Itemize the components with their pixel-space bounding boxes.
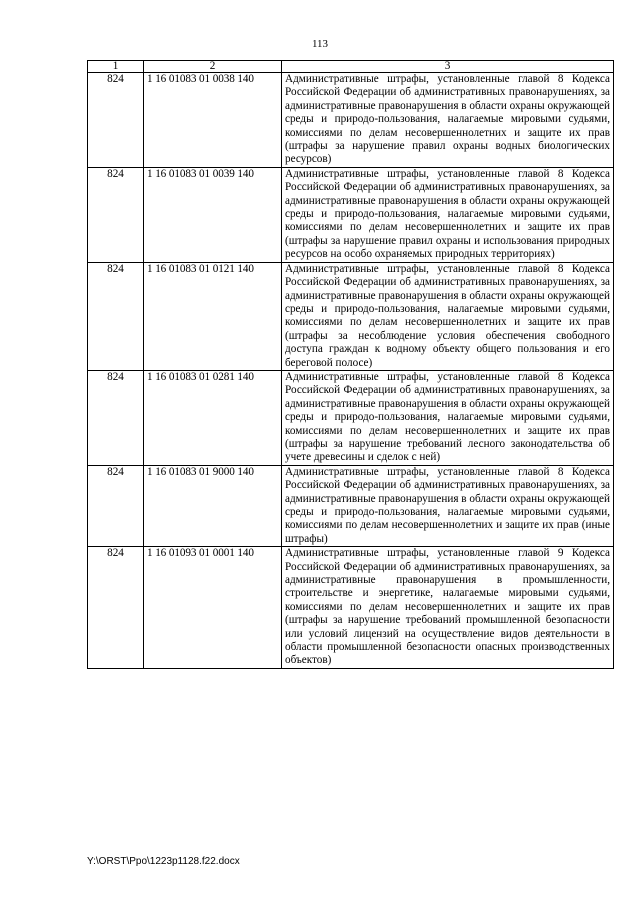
table-row [88,167,614,262]
table-row [88,262,614,370]
admin-code-cell: 824 [88,262,144,370]
admin-code-cell: 824 [88,370,144,465]
description-cell: Административные штрафы, установленные главой 8 Кодекса Российской Федерации об административных правонарушениях, за административные правонарушения в области охраны окружающей среды и природо-пользования, налагаемые мировыми судьями, комиссиями по делам несовершеннолетних и защите их прав (штрафы за нарушение требований лесного законодательства об учете древесины и сделок с ней) [282,370,614,465]
kbk-cell: 1 16 01083 01 0038 140 [144,73,282,168]
header-cell-3: 3 [282,61,614,73]
table-row [88,547,614,669]
kbk-cell: 1 16 01093 01 0001 140 [144,547,282,669]
description-cell: Административные штрафы, установленные главой 8 Кодекса Российской Федерации об административных правонарушениях, за административные правонарушения в области охраны окружающей среды и природо-пользования, налагаемые мировыми судьями, комиссиями по делам несовершеннолетних и защите их прав (штрафы за несоблюдение условия обеспечения свободного доступа граждан к водному объекту общего пользования и его береговой полосе) [282,262,614,370]
page-number: 113 [311,38,329,50]
file-path-footer: Y:\ORST\Ppo\1223p1128.f22.docx [87,856,240,867]
header-cell-2: 2 [144,61,282,73]
description-cell: Административные штрафы, установленные главой 8 Кодекса Российской Федерации об административных правонарушениях, за административные правонарушения в области охраны окружающей среды и природо-пользования, налагаемые мировыми судьями, комиссиями по делам несовершеннолетних и защите их прав (иные штрафы) [282,465,614,546]
admin-code-cell: 824 [88,547,144,669]
table-row [88,465,614,546]
kbk-cell: 1 16 01083 01 0121 140 [144,262,282,370]
kbk-cell: 1 16 01083 01 0039 140 [144,167,282,262]
kbk-cell: 1 16 01083 01 9000 140 [144,465,282,546]
table-row [88,73,614,168]
revenue-codes-table [87,60,614,669]
description-cell: Административные штрафы, установленные главой 9 Кодекса Российской Федерации об административных правонарушениях, за административные правонарушения в промышленности, строительстве и энергетике, налагаемые мировыми судьями, комиссиями по делам несовершеннолетних и защите их прав (штрафы за нарушение требований промышленной безопасности или условий лицензий на осуществление видов деятельности в области промышленной безопасности опасных производственных объектов) [282,547,614,669]
admin-code-cell: 824 [88,73,144,168]
table-header-row [88,61,614,73]
header-cell-1: 1 [88,61,144,73]
description-cell: Административные штрафы, установленные главой 8 Кодекса Российской Федерации об административных правонарушениях, за административные правонарушения в области охраны окружающей среды и природо-пользования, налагаемые мировыми судьями, комиссиями по делам несовершеннолетних и защите их прав (штрафы за нарушение правил охраны и использования природных ресурсов на особо охраняемых природных территориях) [282,167,614,262]
admin-code-cell: 824 [88,465,144,546]
kbk-cell: 1 16 01083 01 0281 140 [144,370,282,465]
admin-code-cell: 824 [88,167,144,262]
description-cell: Административные штрафы, установленные главой 8 Кодекса Российской Федерации об административных правонарушениях, за административные правонарушения в области охраны окружающей среды и природо-пользования, налагаемые мировыми судьями, комиссиями по делам несовершеннолетних и защите их прав (штрафы за нарушение правил охраны водных биологических ресурсов) [282,73,614,168]
table-row [88,370,614,465]
